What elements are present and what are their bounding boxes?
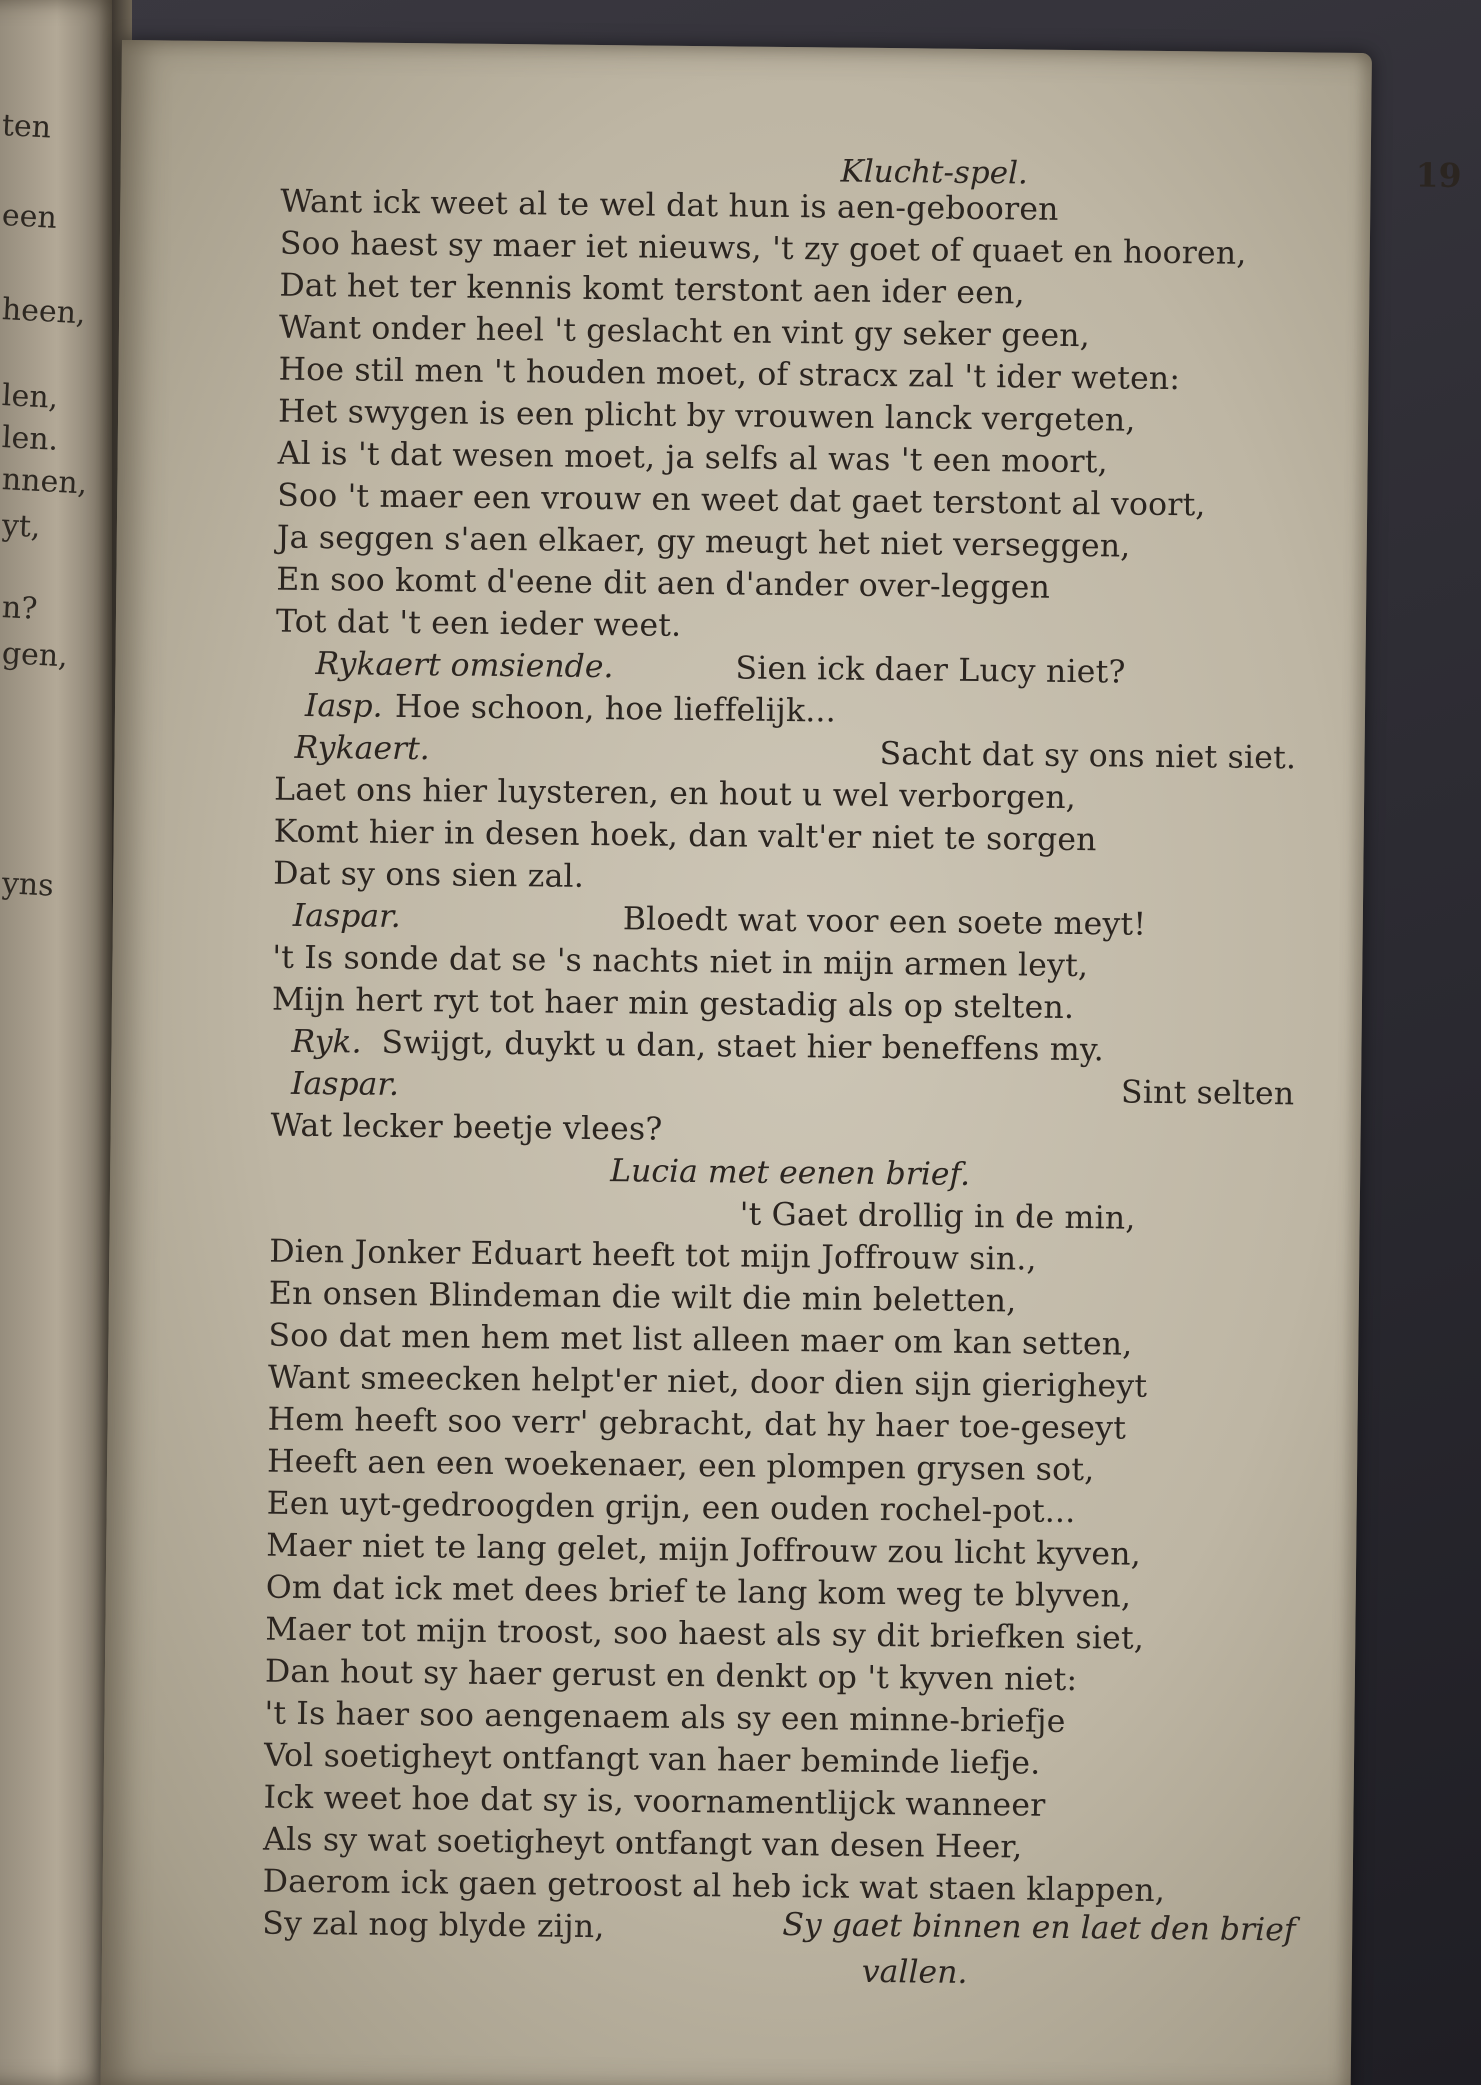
verse-line: Dat het ter kennis komt terstont aen ider een,: [279, 267, 1025, 312]
verse-line: Want ick weet al te wel dat hun is aen-gebooren: [280, 183, 1059, 228]
speaker-cue: Rykaert omsiende.: [315, 646, 614, 686]
verse-line: Komt hier in desen hoek, dan valt'er niet te sorgen: [273, 813, 1097, 859]
left-page-fragment: len.: [1, 420, 60, 458]
verse-line: Dan hout sy haer gerust en denkt op 't kyven niet:: [264, 1653, 1078, 1699]
verse-line: Om dat ick met dees brief te lang kom weg te blyven,: [265, 1569, 1132, 1615]
verse-line: Als sy wat soetigheyt ontfangt van desen Heer,: [262, 1821, 1023, 1866]
verse-line: Want smeecken helpt'er niet, door dien sijn gierigheyt: [267, 1359, 1148, 1405]
verse-line: Een uyt-gedroogden grijn, een ouden rochel-pot...: [266, 1485, 1076, 1531]
verse-line: Maer tot mijn troost, soo haest als sy dit briefken siet,: [265, 1611, 1145, 1657]
left-page-fragment: n?: [1, 590, 39, 627]
verse-line: Heeft aen een woekenaer, een plompen grysen sot,: [266, 1443, 1095, 1489]
page-number: 19: [1415, 155, 1462, 196]
left-page-fragment: len,: [1, 378, 60, 416]
verse-line: Soo dat men hem met list alleen maer om kan setten,: [268, 1317, 1133, 1363]
verse-line: Ick weet hoe dat sy is, voornamentlijck wanneer: [263, 1779, 1046, 1824]
page-text: [262, 42, 1462, 1991]
left-page-fragment: heen,: [1, 292, 87, 332]
verse-line: 't Is sonde dat se 's nachts niet in mijn armen leyt,: [272, 939, 1089, 985]
verse-line: 't Is haer soo aengenaem als sy een minne-briefje: [264, 1695, 1066, 1740]
verse-line: Soo haest sy maer iet nieuws, 't zy goet of quaet en hooren,: [279, 225, 1247, 272]
verse-line: Daerom ick gaen getroost al heb ick wat staen klappen,: [262, 1863, 1166, 1910]
left-page-fragment: een: [1, 198, 58, 236]
verse-line: Bloedt wat voor een soete meyt!: [622, 901, 1147, 943]
verse-line: Tot dat 't een ieder weet.: [275, 603, 682, 644]
verse-line: Laet ons hier luysteren, en hout u wel verborgen,: [273, 771, 1077, 817]
stage-direction: Sy gaet binnen en laet den brief: [782, 1907, 1296, 1949]
verse-line: Hoe schoon, hoe lieffelijk...: [394, 688, 837, 730]
verse-line: Ja seggen s'aen elkaer, gy meugt het niet verseggen,: [276, 519, 1131, 565]
stage-direction: vallen.: [861, 1953, 968, 1991]
speaker-cue: Rykaert.: [294, 729, 430, 768]
verse-line: Swijgt, duykt u dan, staet hier beneffens my.: [381, 1024, 1105, 1069]
left-page-fragment: gen,: [1, 636, 69, 675]
left-page-fragment: ten: [1, 108, 52, 146]
left-page-fragment: nnen,: [1, 462, 89, 502]
book-page: [101, 40, 1462, 2085]
left-page-edge: [0, 0, 120, 2085]
verse-line: Hoe stil men 't houden moet, of stracx zal 't ider weten:: [278, 351, 1181, 398]
speaker-cue: Iasp.: [304, 687, 383, 725]
verse-line: Het swygen is een plicht by vrouwen lanck vergeten,: [277, 393, 1136, 439]
verse-line: Sien ick daer Lucy niet?: [735, 650, 1126, 691]
speaker-cue: Iaspar.: [290, 1065, 400, 1103]
left-page-fragment: yns: [1, 866, 55, 904]
stage-direction: Lucia met eenen brief.: [609, 1153, 971, 1193]
verse-line: Sint selten: [1120, 1074, 1295, 1113]
verse-line: Sy zal nog blyde zijn,: [262, 1905, 605, 1946]
verse-line: Mijn hert ryt tot haer min gestadig als op stelten.: [271, 981, 1075, 1027]
verse-line: En soo komt d'eene dit aen d'ander over-leggen: [276, 561, 1051, 606]
verse-line: Maer niet te lang gelet, mijn Joffrouw zou licht kyven,: [266, 1527, 1142, 1573]
verse-line: 't Gaet drollig in de min,: [739, 1196, 1136, 1237]
verse-line: Hem heeft soo verr' gebracht, dat hy haer toe-geseyt: [267, 1401, 1127, 1447]
verse-line: Want onder heel 't geslacht en vint gy seker geen,: [278, 309, 1091, 355]
verse-line: Dat sy ons sien zal.: [273, 855, 585, 895]
speaker-cue: Ryk.: [291, 1023, 362, 1061]
left-page-fragment: yt,: [1, 508, 42, 545]
verse-line: En onsen Blindeman die wilt die min beletten,: [268, 1275, 1017, 1320]
verse-line: Vol soetigheyt ontfangt van haer beminde liefje.: [263, 1737, 1041, 1782]
verse-line: Sacht dat sy ons niet siet.: [879, 735, 1297, 777]
running-head: Klucht-spel.: [840, 153, 1029, 192]
verse-line: Soo 't maer een vrouw en weet dat gaet terstont al voort,: [277, 477, 1206, 524]
verse-line: Al is 't dat wesen moet, ja selfs al was 't een moort,: [277, 435, 1109, 481]
verse-line: Wat lecker beetje vlees?: [270, 1107, 663, 1148]
speaker-cue: Iaspar.: [292, 897, 401, 935]
verse-line: Dien Jonker Eduart heeft tot mijn Joffrouw sin.,: [269, 1233, 1037, 1278]
